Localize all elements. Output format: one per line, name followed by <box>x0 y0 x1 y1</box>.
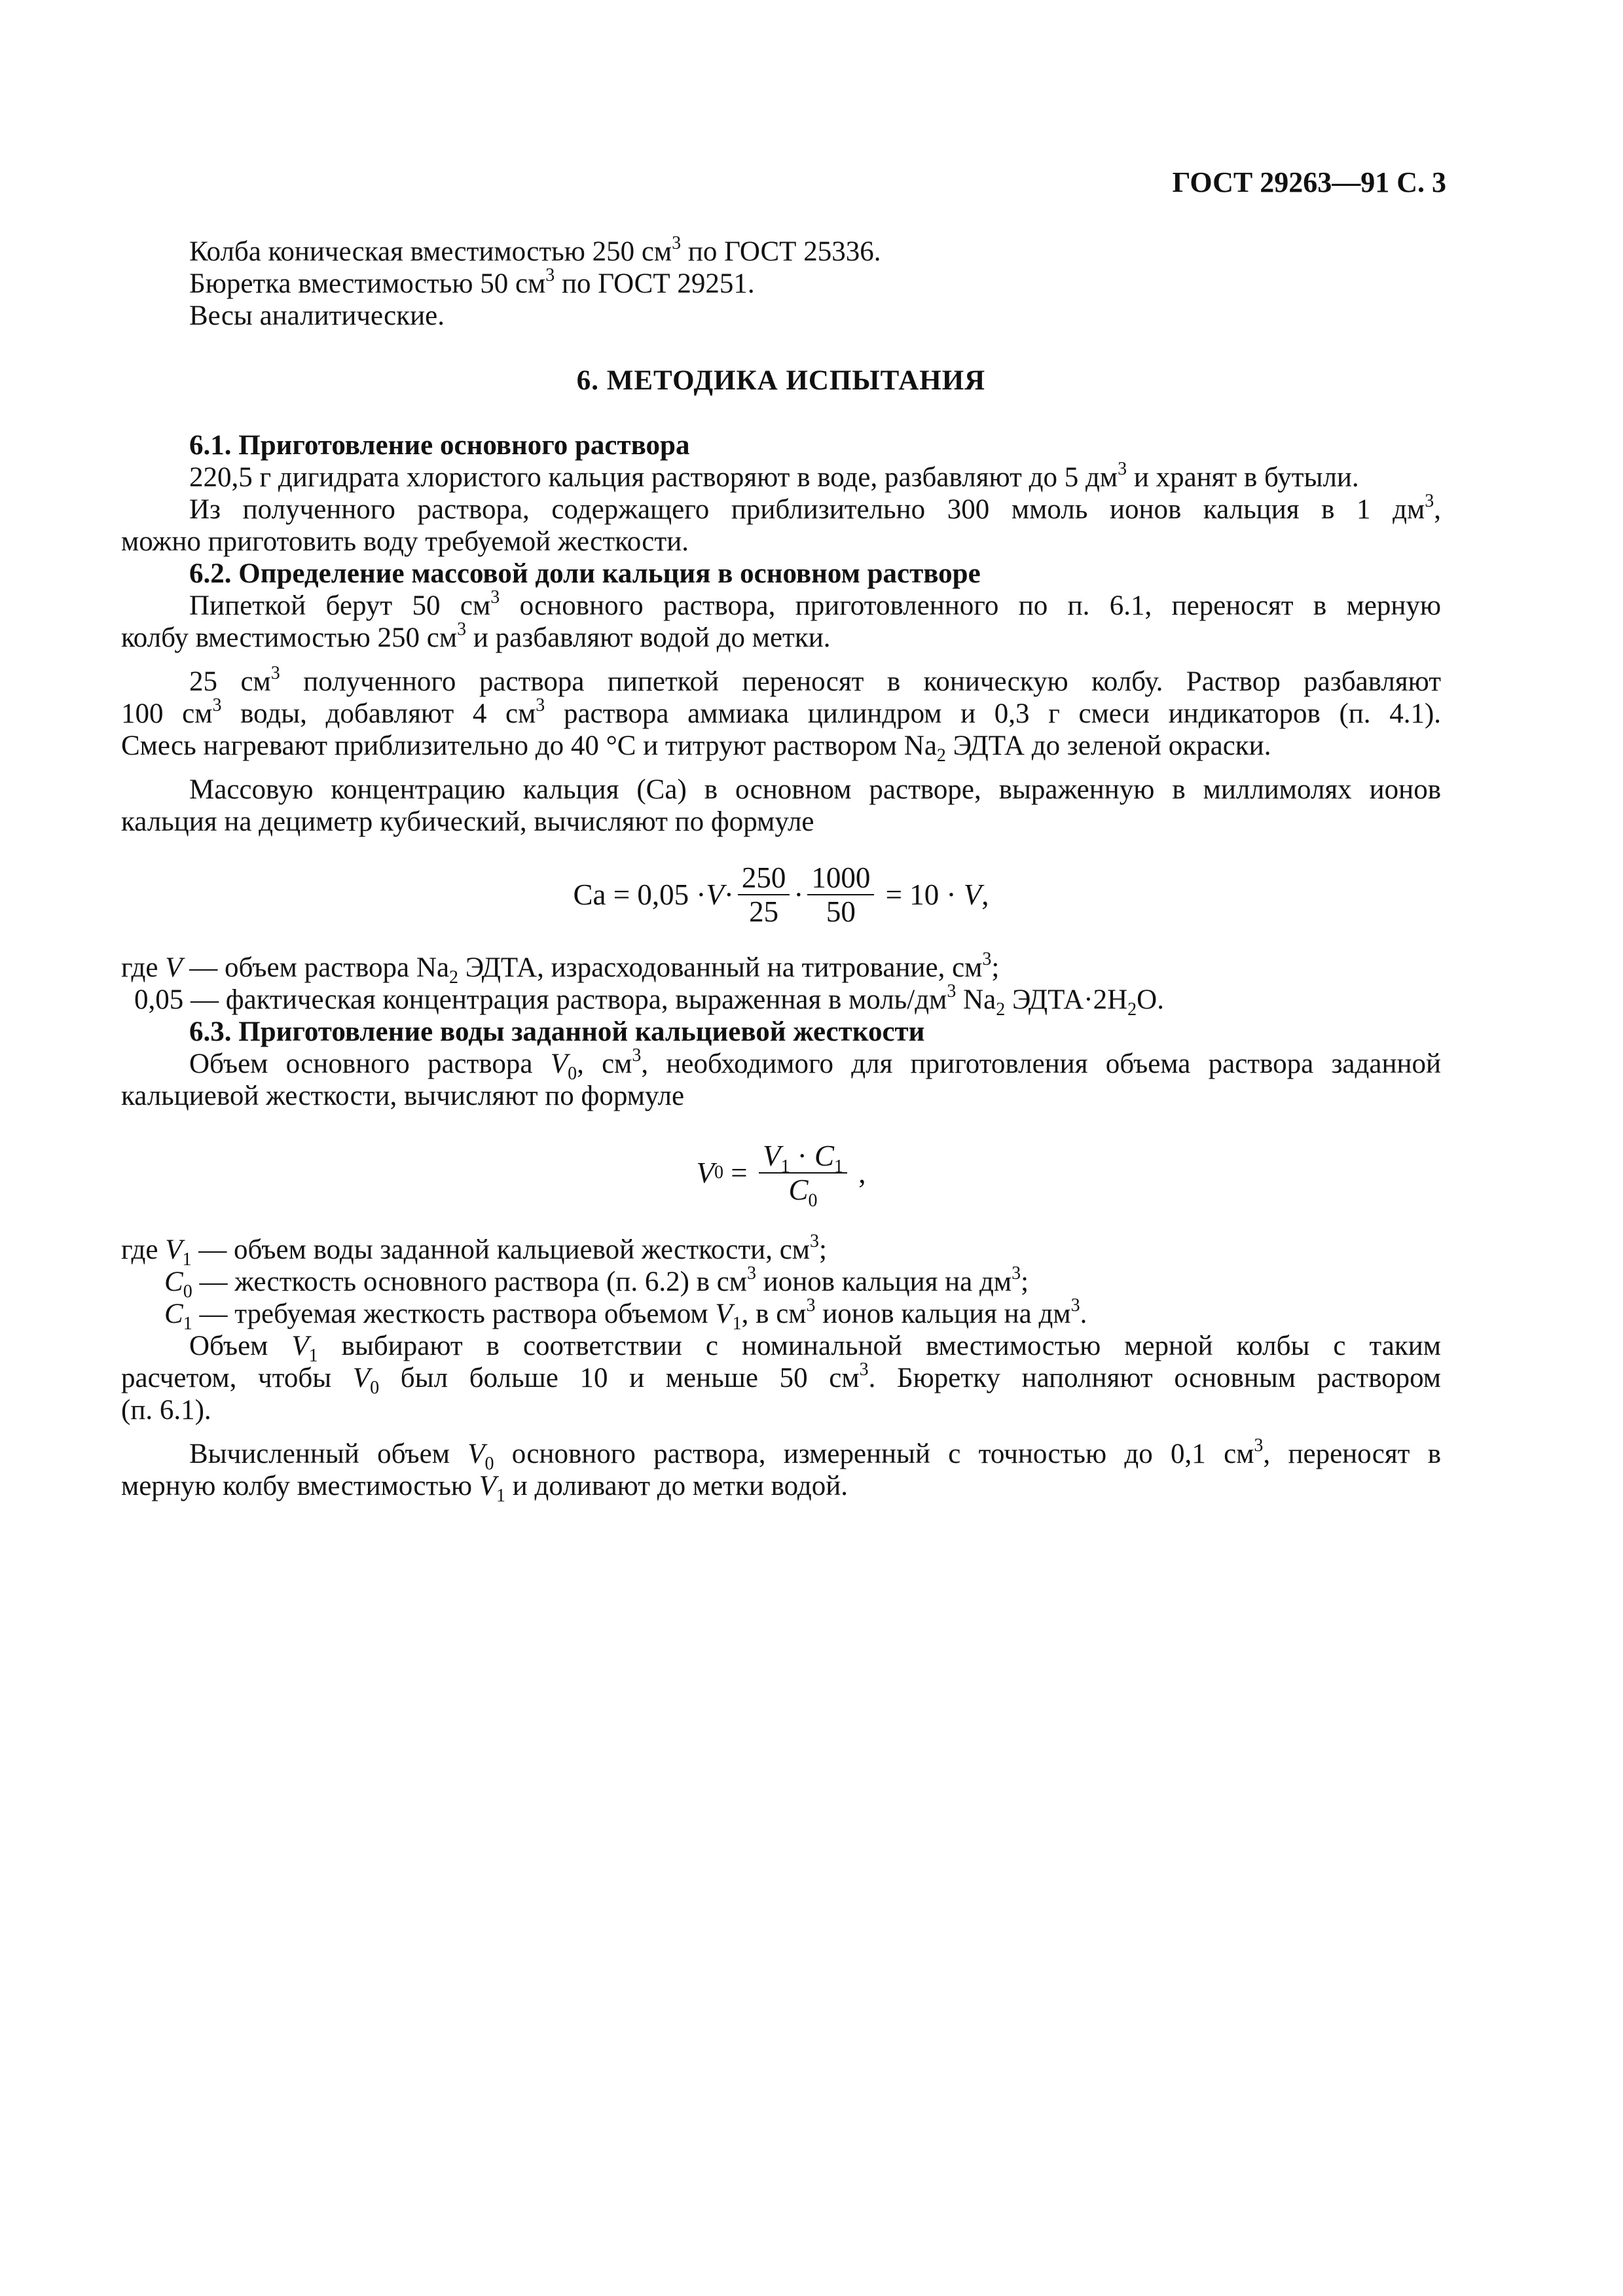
formula-text: · <box>793 878 804 911</box>
text-span: раствора аммиака цилиндром и 0,3 г смеси индикаторов (п. 4.1). <box>545 698 1442 729</box>
formula-var: V <box>696 1156 715 1189</box>
formula-legend <box>121 949 1441 1020</box>
subscript: 1 <box>732 1314 742 1334</box>
superscript: 3 <box>1070 1295 1080 1316</box>
text-span: основного раствора, приготовленного по п. 6.1, переносят в мерную <box>500 590 1441 621</box>
text-span: ; <box>819 1234 827 1265</box>
fraction-denominator: 50 <box>826 895 856 928</box>
equipment-text: по ГОСТ 29251. <box>555 268 755 299</box>
equipment-list <box>121 233 1441 332</box>
subsection-title-6-3: 6.3. Приготовление воды заданной кальциевой жесткости <box>189 1016 925 1047</box>
formula-var: C <box>788 1174 809 1206</box>
text-span: расчетом, чтобы <box>121 1363 353 1393</box>
fraction <box>807 863 874 927</box>
page-header: ГОСТ 29263—91 С. 3 <box>1172 166 1446 198</box>
text-span: — объем раствора Na <box>182 952 450 983</box>
superscript: 3 <box>810 1231 819 1251</box>
fraction <box>738 863 790 927</box>
paragraph-line: можно приготовить воду требуемой жесткости. <box>121 526 689 557</box>
equipment-item <box>121 233 1441 268</box>
text-span: 0,05 — фактическая концентрация раствора, выраженная в моль/дм <box>134 984 947 1015</box>
equipment-item <box>121 300 1441 332</box>
superscript: 3 <box>536 695 545 715</box>
text-span: — требуемая жесткость раствора объемом <box>192 1299 716 1329</box>
formula-var: C <box>164 1266 183 1297</box>
text-span: Вычисленный объем <box>189 1439 468 1469</box>
subscript: 0 <box>370 1378 380 1398</box>
superscript: 3 <box>859 1359 869 1380</box>
formula-text: · <box>723 878 734 911</box>
superscript: 3 <box>457 619 467 639</box>
paragraph-line <box>121 493 1441 526</box>
text-span: Объем <box>189 1331 292 1361</box>
superscript: 3 <box>632 1045 642 1066</box>
text-span: где <box>121 1234 166 1265</box>
paragraph-line: кальция на дециметр кубический, вычисляют по формуле <box>121 806 814 837</box>
subscript: 1 <box>833 1157 843 1177</box>
paragraph-line <box>121 1330 1441 1366</box>
paragraph-line: Массовую концентрацию кальция (Са) в основном растворе, выраженную в миллимолях ионов <box>189 774 1441 805</box>
paragraph-line: (п. 6.1). <box>121 1395 211 1426</box>
equipment-text: Колба коническая вместимостью 250 см <box>189 236 672 267</box>
formula-var: V <box>165 952 183 983</box>
superscript: 3 <box>545 265 555 285</box>
fraction-denominator <box>784 1174 821 1211</box>
superscript: 3 <box>1254 1435 1264 1456</box>
text-span: , необходимого для приготовления объема раствора заданной <box>641 1049 1442 1079</box>
text-span: ЭДТА, израсходованный на титрование, см <box>458 952 983 983</box>
fraction-numerator <box>759 1139 847 1177</box>
subscript: 1 <box>780 1157 790 1177</box>
superscript: 3 <box>1012 1263 1021 1283</box>
fraction-denominator: 25 <box>749 895 779 928</box>
formula-var: V <box>352 1363 371 1393</box>
superscript: 3 <box>747 1263 756 1283</box>
superscript: 3 <box>806 1295 816 1316</box>
superscript: 3 <box>212 695 222 715</box>
legend-row <box>121 1295 1441 1334</box>
subscript: 0 <box>183 1282 192 1302</box>
superscript: 3 <box>1425 491 1434 511</box>
text-span: основного раствора, измеренный с точностью до 0,1 см <box>494 1439 1254 1469</box>
text-span: мерную колбу вместимостью <box>121 1471 479 1501</box>
paragraph-line <box>121 1435 1441 1474</box>
subscript: 2 <box>1127 999 1137 1020</box>
formula-var: V <box>762 1139 781 1172</box>
formula-v0: V 0 = $\frac{V_1 \cdot C_1}{C_0}$ , <box>696 1139 866 1211</box>
formula-var: C <box>814 1139 834 1172</box>
text-span: ; <box>1021 1266 1029 1297</box>
subscript: 2 <box>449 967 459 988</box>
paragraph-line <box>121 1045 1442 1084</box>
superscript: 3 <box>947 981 957 1001</box>
legend-row <box>121 1263 1441 1302</box>
formula-var: V <box>165 1234 183 1265</box>
section-title: 6. МЕТОДИКА ИСПЫТАНИЯ <box>576 365 986 396</box>
text-span: и разбавляют водой до метки. <box>466 622 831 653</box>
text-span: Пипеткой берут 50 см <box>189 590 491 621</box>
paragraph-line: кальциевой жесткости, вычисляют по формуле <box>121 1081 685 1111</box>
subscript: 1 <box>308 1346 318 1366</box>
formula-text: = <box>723 1156 755 1189</box>
formula-legend <box>121 1231 1441 1334</box>
text-span: выбирают в соответствии с номинальной вместимостью мерной колбы с таким <box>318 1331 1441 1361</box>
formula-text: · <box>790 1139 814 1172</box>
equipment-item <box>121 265 1441 300</box>
fraction-numerator: 1000 <box>807 863 874 895</box>
text-span: — объем воды заданной кальциевой жесткости, см <box>191 1234 810 1265</box>
subscript: 0 <box>484 1454 494 1474</box>
formula-text: , <box>981 878 989 911</box>
text-span: Объем основного раствора <box>189 1049 551 1079</box>
formula-var: C <box>164 1299 183 1329</box>
paragraph-line <box>121 730 1441 766</box>
text-span: 100 см <box>121 698 213 729</box>
superscript: 3 <box>1118 459 1127 479</box>
text-span: колбу вместимостью 250 см <box>121 622 458 653</box>
subscript: 2 <box>936 745 946 766</box>
formula-text: = 10 · <box>878 878 964 911</box>
formula-var: V <box>963 878 982 911</box>
superscript: 3 <box>982 949 992 969</box>
text-span: , в см <box>741 1299 807 1329</box>
subscript: 0 <box>808 1191 818 1211</box>
text-span: 25 см <box>189 666 271 697</box>
formula-text: , <box>850 1156 866 1189</box>
superscript: 3 <box>490 587 500 607</box>
subscript: 1 <box>496 1486 506 1506</box>
paragraph-line <box>121 619 1441 654</box>
formula-calcium <box>121 863 1441 927</box>
subsection-title-6-2: 6.2. Определение массовой доли кальция в основном растворе <box>189 558 981 589</box>
text-span: 220,5 г дигидрата хлористого кальция растворяют в воде, разбавляют до 5 дм <box>189 462 1118 493</box>
paragraph-line <box>121 461 1441 493</box>
formula-var: V <box>550 1049 568 1079</box>
superscript: 3 <box>270 663 280 683</box>
text-span: Na <box>956 984 996 1015</box>
text-span: и доливают до метки водой. <box>505 1471 848 1501</box>
formula-var: V <box>715 1299 733 1329</box>
formula-text: Са = 0,05 · <box>573 878 706 911</box>
subscript: 1 <box>182 1249 192 1270</box>
text-span: О. <box>1137 984 1164 1015</box>
subscript: 2 <box>996 999 1006 1020</box>
subsection-title-6-1: 6.1. Приготовление основного раствора <box>189 430 690 461</box>
paragraph-line <box>121 663 1442 698</box>
text-span: ионов кальция на дм <box>815 1299 1071 1329</box>
page-content <box>121 233 1442 1506</box>
superscript: 3 <box>672 233 682 253</box>
paragraph-line <box>121 587 1441 622</box>
text-span: где <box>121 952 166 983</box>
text-span: ; <box>991 952 1000 983</box>
subscript: 0 <box>568 1064 577 1084</box>
formula-var: V <box>467 1439 485 1469</box>
paragraph-line <box>121 1470 1441 1506</box>
text-span: ионов кальция на дм <box>756 1266 1012 1297</box>
fraction-numerator: 250 <box>738 863 790 895</box>
equipment-text: по ГОСТ 25336. <box>681 236 881 267</box>
legend-row <box>121 949 1441 988</box>
text-span: , переносят в <box>1263 1439 1441 1469</box>
text-span: . Бюретку наполняют основным раствором <box>868 1363 1441 1393</box>
text-span: ЭДТА·2Н <box>1005 984 1128 1015</box>
text-span: , см <box>577 1049 632 1079</box>
formula-var: V <box>706 878 724 911</box>
formula-var: V <box>479 1471 497 1501</box>
legend-row <box>121 981 1441 1020</box>
formula-var: V <box>291 1331 309 1361</box>
text-span: Из полученного раствора, содержащего приблизительно 300 ммоль ионов кальция в 1 дм <box>189 494 1425 525</box>
paragraph-line <box>121 695 1442 730</box>
paragraph-line <box>121 1359 1441 1398</box>
equipment-text: Бюретка вместимостью 50 см <box>189 268 546 299</box>
text-span: полученного раствора пипеткой переносят в коническую колбу. Раствор разбавляют <box>280 666 1442 697</box>
text-span: . <box>1080 1299 1087 1329</box>
text-span: — жесткость основного раствора (п. 6.2) в см <box>192 1266 747 1297</box>
subscript: 1 <box>183 1314 192 1334</box>
text-span: , <box>1434 494 1441 525</box>
text-span: ЭДТА до зеленой окраски. <box>945 730 1271 761</box>
text-span: и хранят в бутыли. <box>1127 462 1359 493</box>
equipment-text: Весы аналитические. <box>189 300 445 331</box>
text-span: воды, добавляют 4 см <box>221 698 536 729</box>
legend-row <box>121 1231 1441 1270</box>
text-span: был больше 10 и меньше 50 см <box>379 1363 860 1393</box>
text-span: Смесь нагревают приблизительно до 40 °С и титруют раствором Na <box>121 730 937 761</box>
